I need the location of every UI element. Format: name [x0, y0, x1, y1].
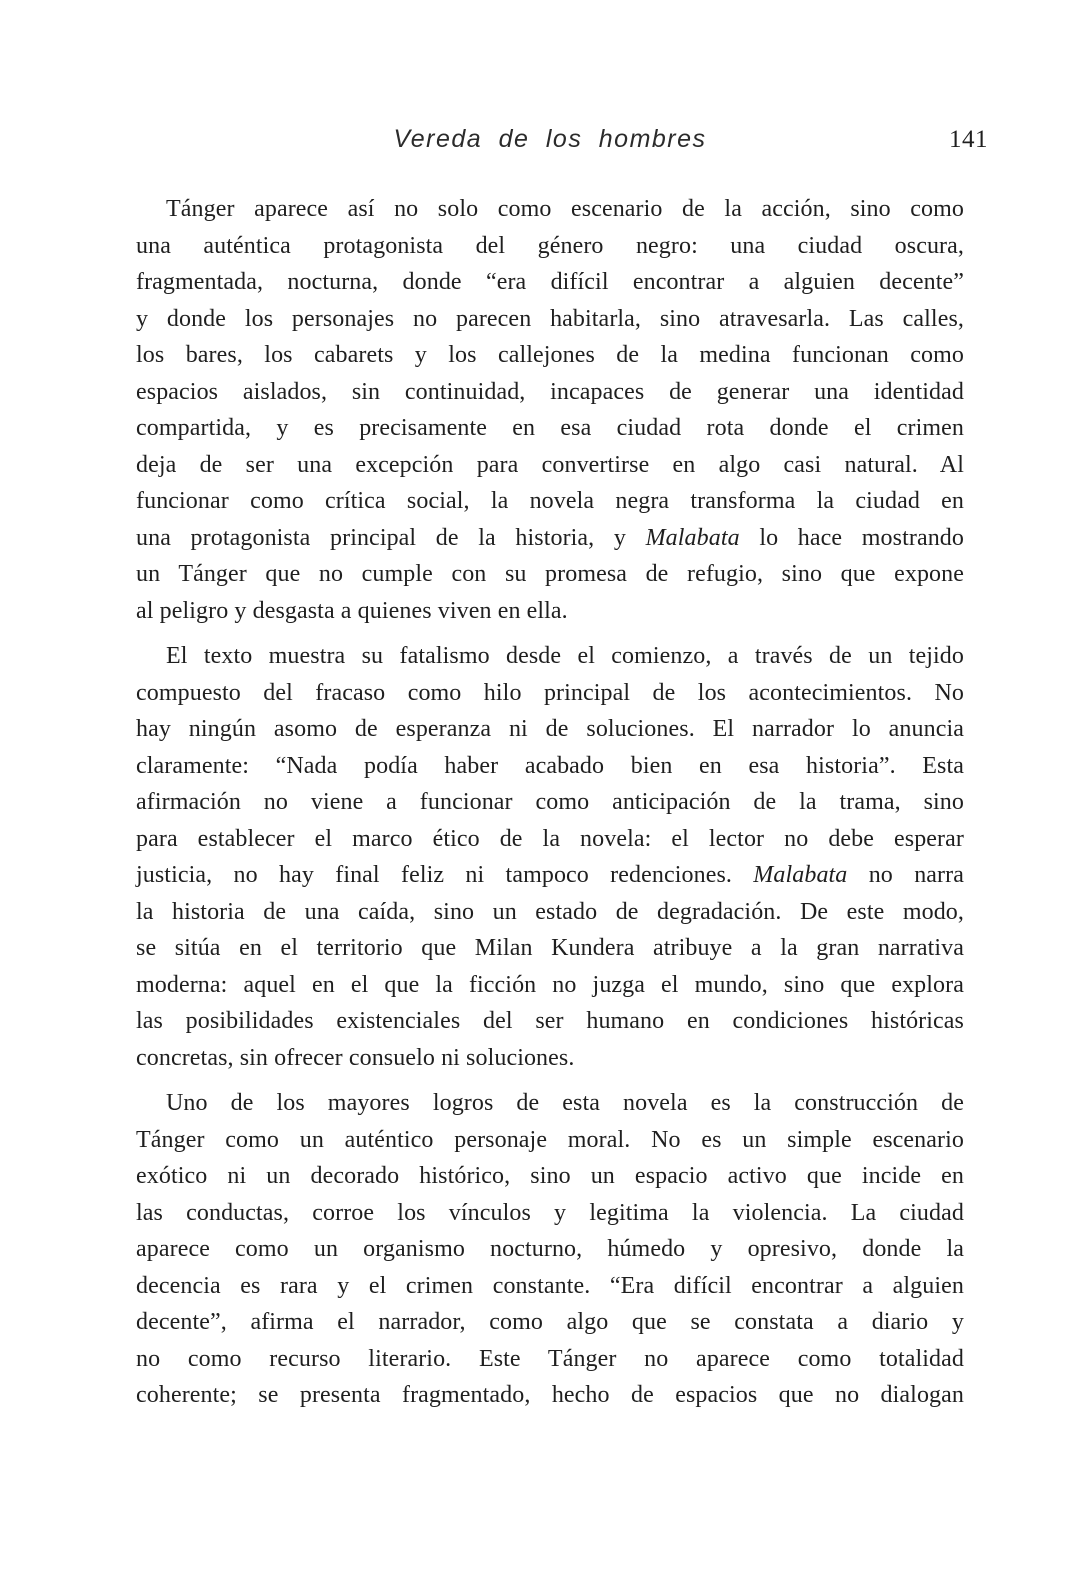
- text-segment: Tánger como un auténtico personaje moral. No es un simple escenario: [136, 1126, 964, 1153]
- text-segment: claramente: “Nada podía haber acabado bien en esa historia”. Esta: [136, 752, 964, 779]
- text-line: [136, 857, 964, 894]
- body-text: [136, 191, 964, 1414]
- text-segment: decencia es rara y el crimen constante. “Era difícil encontrar a alguien: [136, 1272, 964, 1299]
- text-segment: moderna: aquel en el que la ficción no juzga el mundo, sino que explora: [136, 971, 964, 998]
- text-line: [136, 784, 964, 821]
- text-segment: una auténtica protagonista del género negro: una ciudad oscura,: [136, 232, 964, 259]
- text-line: [136, 638, 964, 675]
- text-segment: una protagonista principal de la historia, y: [136, 524, 646, 551]
- text-segment: Tánger aparece así no solo como escenario de la acción, sino como: [166, 196, 964, 222]
- text-segment: hay ningún asomo de esperanza ni de soluciones. El narrador lo anuncia: [136, 716, 964, 742]
- running-title: Vereda de los hombres: [393, 125, 707, 153]
- text-line: [136, 1158, 964, 1195]
- text-segment: Uno de los mayores logros de esta novela es la construcción de: [166, 1090, 964, 1116]
- text-line: [136, 675, 964, 712]
- text-segment: fragmentada, nocturna, donde “era difícil encontrar a alguien decente”: [136, 269, 964, 295]
- text-segment: justicia, no hay final feliz ni tampoco redenciones.: [136, 862, 754, 888]
- text-line: [136, 1268, 964, 1305]
- text-line: [136, 374, 964, 411]
- text-segment: afirmación no viene a funcionar como anticipación de la trama, sino: [136, 789, 964, 815]
- text-segment: decente”, afirma el narrador, como algo que se constata a diario y: [136, 1309, 964, 1335]
- text-line: [136, 748, 964, 785]
- text-segment: exótico ni un decorado histórico, sino un espacio activo que incide en: [136, 1163, 964, 1189]
- text-line: [136, 1003, 964, 1040]
- italic-book-title: Malabata: [753, 862, 848, 888]
- text-segment: para establecer el marco ético de la novela: el lector no debe esperar: [136, 825, 964, 852]
- paragraph: [136, 1085, 964, 1414]
- text-segment: y donde los personajes no parecen habitarla, sino atravesarla. Las calles,: [136, 305, 964, 332]
- paragraph: [136, 638, 964, 1076]
- text-segment: un Tánger que no cumple con su promesa de refugio, sino que expone: [136, 561, 964, 587]
- text-line: [136, 483, 964, 520]
- text-segment: no como recurso literario. Este Tánger no aparece como totalidad: [136, 1345, 964, 1372]
- text-line: [136, 1085, 964, 1122]
- text-line: [136, 410, 964, 447]
- text-segment: compartida, y es precisamente en esa ciudad rota donde el crimen: [136, 415, 964, 441]
- page-number: 141: [949, 126, 988, 153]
- text-segment: lo hace mostrando: [739, 524, 964, 551]
- text-line: [136, 593, 964, 630]
- text-segment: no narra: [847, 862, 964, 888]
- text-segment: coherente; se presenta fragmentado, hecho de espacios que no dialogan: [136, 1382, 964, 1408]
- page-header: [136, 123, 988, 155]
- text-line: [136, 556, 964, 593]
- italic-book-title: Malabata: [645, 524, 740, 551]
- text-segment: funcionar como crítica social, la novela negra transforma la ciudad en: [136, 488, 964, 514]
- book-page: [136, 123, 988, 1423]
- text-line: [136, 1304, 964, 1341]
- text-line: [136, 1377, 964, 1414]
- text-segment: al peligro y desgasta a quienes viven en ella.: [136, 597, 568, 624]
- text-segment: El texto muestra su fatalismo desde el comienzo, a través de un tejido: [166, 643, 964, 669]
- text-segment: los bares, los cabarets y los callejones de la medina funcionan como: [136, 342, 964, 368]
- text-line: [136, 1341, 964, 1378]
- text-line: [136, 520, 964, 557]
- text-segment: las conductas, corroe los vínculos y legitima la violencia. La ciudad: [136, 1199, 964, 1226]
- text-line: [136, 711, 964, 748]
- text-line: [136, 337, 964, 374]
- text-segment: compuesto del fracaso como hilo principal de los acontecimientos. No: [136, 679, 964, 706]
- text-line: [136, 967, 964, 1004]
- text-line: [136, 1195, 964, 1232]
- text-segment: las posibilidades existenciales del ser humano en condiciones históricas: [136, 1008, 964, 1034]
- text-line: [136, 264, 964, 301]
- text-line: [136, 301, 964, 338]
- text-segment: se sitúa en el territorio que Milan Kundera atribuye a la gran narrativa: [136, 935, 964, 961]
- text-segment: deja de ser una excepción para convertirse en algo casi natural. Al: [136, 451, 964, 478]
- text-line: [136, 228, 964, 265]
- text-line: [136, 1231, 964, 1268]
- text-line: [136, 821, 964, 858]
- text-line: [136, 447, 964, 484]
- text-segment: aparece como un organismo nocturno, húmedo y opresivo, donde la: [136, 1236, 964, 1262]
- text-segment: la historia de una caída, sino un estado de degradación. De este modo,: [136, 898, 964, 925]
- text-segment: espacios aislados, sin continuidad, incapaces de generar una identidad: [136, 378, 964, 405]
- text-line: [136, 894, 964, 931]
- text-line: [136, 191, 964, 228]
- text-segment: concretas, sin ofrecer consuelo ni soluciones.: [136, 1044, 575, 1071]
- text-line: [136, 1122, 964, 1159]
- paragraph: [136, 191, 964, 629]
- text-line: [136, 1040, 964, 1077]
- text-line: [136, 930, 964, 967]
